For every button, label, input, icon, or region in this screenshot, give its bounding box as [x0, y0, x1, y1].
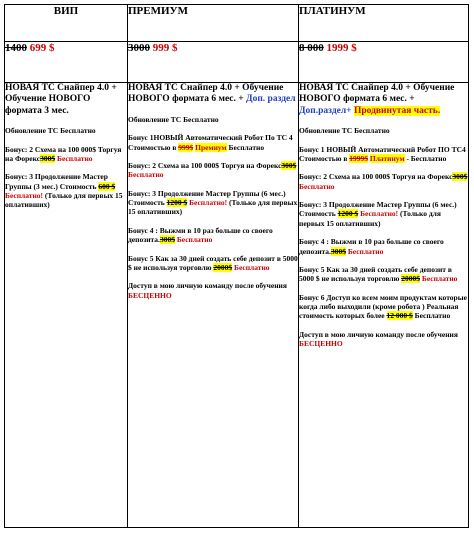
header-vip: [5, 5, 128, 42]
price-premium: [128, 42, 299, 83]
new-price: 1999 $: [326, 42, 357, 54]
update-line: Обновление ТС Бесплатно: [128, 114, 219, 124]
header-platinum-title: ПЛАТИНУМ: [299, 5, 366, 17]
price-platinum: [299, 42, 469, 83]
old-price: 8 000: [299, 42, 324, 54]
bonus-1: Бонус 1НОВЫЙ Автоматический Робот По ТС 4 Стоимостью в 999$ Премиум Бесплатно: [128, 133, 293, 152]
features-platinum: [299, 83, 469, 528]
features-vip: [5, 83, 128, 528]
bonus-1: Бонус 1 НОВЫЙ Автоматический Робот ПО ТС4 Стоимостью в 1999$ Платинум - Бесплатно: [299, 144, 466, 163]
features-premium: [128, 83, 299, 528]
header-vip-title: ВИП: [53, 5, 79, 17]
bonus-4: Бонус 4 : Выжми в 10 раз больше со своего депозита.300$ Бесплатно: [299, 237, 444, 256]
bonus-6: Бонус 6 Доступ ко всем моим продуктам которые когда либо выходили (кроме робота ) Реальная стоимость которых более 12 000 $ Бесплатно: [299, 292, 467, 321]
bonus-5: Бонус 5 Как за 30 дней создать себе депозит в 5000 $ не используя торговлю 2000$ Бесплатно: [299, 264, 458, 284]
headline: НОВАЯ ТС Снайпер 4.0 + Обучение НОВОГО формата 6 мес. + Доп.раздел+ Продвинутая часть.: [299, 83, 455, 116]
new-price: 699 $: [29, 42, 55, 54]
team-access: Доступ в мою личную команду после обучения БЕСЦЕННО: [299, 329, 458, 349]
bonus-2: Бонус: 2 Схема на 100 000$ Торгуя на Форекс300$ Бесплатно: [299, 172, 468, 191]
price-vip: [5, 42, 128, 83]
old-price: 1400: [5, 42, 27, 54]
bonus-5: Бонус 5 Как за 30 дней создать себе депозит в 5000 $ не используя торговлю 2000$ Бесплатно: [128, 253, 298, 272]
header-premium-title: ПРЕМИУМ: [128, 5, 189, 17]
bonus-3: Бонус: 3 Продолжение Мастер Группы (3 мес.) Стоимость 600 $ Бесплатно! (Только для первых 15 оплативших): [5, 172, 123, 210]
bonus-3: Бонус: 3 Продолжение Мастер Группы (6 мес.) Стоимость 1200 $ Бесплатно! (Только для первых 15 оплативших): [299, 200, 457, 228]
old-price: 3000: [128, 42, 150, 54]
bonus-2: Бонус: 2 Схема на 100 000$ Торгуя на Форекс300$ Бесплатно: [128, 160, 297, 180]
headline: НОВАЯ ТС Снайпер 4.0 + Обучение НОВОГО формата 6 мес. + Доп. раздел: [128, 83, 296, 105]
headline: НОВАЯ ТС Снайпер 4.0 + Обучение НОВОГО формата 3 мес.: [5, 83, 117, 116]
bonus-4: Бонус 4 : Выжми в 10 раз больше со своего депозита.300$ Бесплатно: [128, 225, 273, 245]
bonus-2: Бонус: 2 Схема на 100 000$ Торгуя на Форекс300$ Бесплатно: [5, 144, 122, 163]
bonus-3: Бонус: 3 Продолжение Мастер Группы (6 мес.) Стоимость 1200 $ Бесплатно! (Только для первых 15 оплативших): [128, 188, 298, 217]
header-premium: [128, 5, 299, 42]
update-line: Обновление ТС Бесплатно: [5, 126, 96, 136]
team-access: Доступ в мою личную команду после обучения БЕСЦЕННО: [128, 281, 287, 300]
pricing-table: [4, 4, 469, 528]
update-line: Обновление ТС Бесплатно: [299, 126, 390, 136]
new-price: 999 $: [152, 42, 178, 54]
header-platinum: [299, 5, 469, 42]
